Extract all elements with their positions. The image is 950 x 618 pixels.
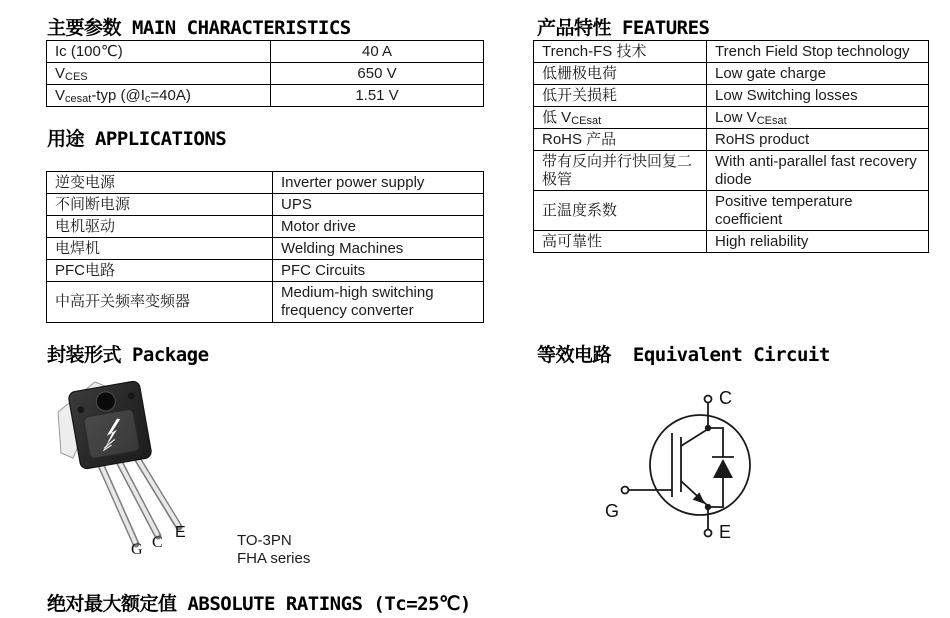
feature-en-cell: Low Switching losses	[707, 85, 929, 107]
application-cn-cell: 中高开关频率变频器	[47, 282, 273, 323]
application-en-cell: Motor drive	[273, 216, 484, 238]
param-cell: $V_{cesat}$-typ $(@I_c=40A)$	[47, 85, 271, 107]
application-en-cell: Medium-high switching frequency converter	[273, 282, 484, 323]
feature-en-cell: With anti-parallel fast recovery diode	[707, 151, 929, 191]
table-row	[47, 63, 484, 85]
param-cell: Ic (100℃)	[47, 41, 271, 63]
feature-en-cell: RoHS product	[707, 129, 929, 151]
table-row	[47, 41, 484, 63]
application-en-cell: PFC Circuits	[273, 260, 484, 282]
equivalent-circuit-heading: 等效电路 Equivalent Circuit	[537, 344, 830, 366]
application-cn-cell: 逆变电源	[47, 172, 273, 194]
feature-cn-cell: 低开关损耗	[534, 85, 707, 107]
features-table	[533, 40, 929, 253]
application-cn-cell: 电机驱动	[47, 216, 273, 238]
package-series-label: FHA series	[237, 550, 311, 567]
feature-cn-cell: 低栅极电荷	[534, 63, 707, 85]
param-cell: $V_{CES}$	[47, 63, 271, 85]
table-row	[534, 129, 929, 151]
terminal-e	[705, 530, 712, 537]
feature-en-cell: Trench Field Stop technology	[707, 41, 929, 63]
application-cn-cell: 不间断电源	[47, 194, 273, 216]
feature-cn-cell: RoHS 产品	[534, 129, 707, 151]
terminal-label-c: C	[719, 388, 732, 408]
package-caption	[237, 532, 310, 568]
table-row	[47, 260, 484, 282]
table-row	[47, 216, 484, 238]
table-row	[534, 151, 929, 191]
table-row	[534, 41, 929, 63]
table-row	[534, 231, 929, 253]
table-row	[47, 194, 484, 216]
package-type-label: TO-3PN	[237, 532, 292, 549]
application-en-cell: Inverter power supply	[273, 172, 484, 194]
main-characteristics-table	[46, 40, 484, 107]
feature-en-cell: Low gate charge	[707, 63, 929, 85]
table-row	[47, 85, 484, 107]
package-body	[68, 380, 152, 469]
value-cell: 40 A	[271, 41, 484, 63]
terminal-label-g: G	[605, 501, 620, 521]
table-row	[47, 172, 484, 194]
features-heading: 产品特性 FEATURES	[537, 17, 710, 39]
applications-table	[46, 171, 484, 323]
label-plate	[83, 409, 140, 459]
application-cn-cell: PFC电路	[47, 260, 273, 282]
feature-en-cell: Positive temperature coefficient	[707, 191, 929, 231]
application-cn-cell: 电焊机	[47, 238, 273, 260]
feature-cn-cell: 带有反向并行快回复二极管	[534, 151, 707, 191]
application-en-cell: UPS	[273, 194, 484, 216]
terminal-c	[705, 396, 712, 403]
package-heading: 封装形式 Package	[47, 344, 209, 366]
pin-label-g: G	[131, 541, 143, 558]
equivalent-circuit-diagram	[585, 378, 820, 578]
igbt-symbol	[629, 403, 750, 530]
feature-en-cell: High reliability	[707, 231, 929, 253]
table-row	[534, 107, 929, 129]
table-row	[534, 191, 929, 231]
feature-en-cell: Low $V_{CEsat}$	[707, 107, 929, 129]
main-characteristics-heading: 主要参数 MAIN CHARACTERISTICS	[47, 17, 351, 39]
value-cell: 1.51 V	[271, 85, 484, 107]
pin-label-e: E	[175, 524, 186, 541]
table-row	[534, 63, 929, 85]
table-row	[47, 282, 484, 323]
pin-label-c: C	[152, 534, 163, 551]
feature-cn-cell: 高可靠性	[534, 231, 707, 253]
terminal-label-e: E	[719, 522, 732, 542]
absolute-ratings-heading: 绝对最大额定值 ABSOLUTE RATINGS (Tc=25℃)	[47, 593, 471, 615]
application-en-cell: Welding Machines	[273, 238, 484, 260]
table-row	[534, 85, 929, 107]
applications-heading: 用途 APPLICATIONS	[47, 128, 227, 150]
feature-cn-cell: 低 $V_{CEsat}$	[534, 107, 707, 129]
table-row	[47, 238, 484, 260]
feature-cn-cell: Trench-FS 技术	[534, 41, 707, 63]
value-cell: 650 V	[271, 63, 484, 85]
terminal-g	[622, 487, 629, 494]
feature-cn-cell: 正温度系数	[534, 191, 707, 231]
